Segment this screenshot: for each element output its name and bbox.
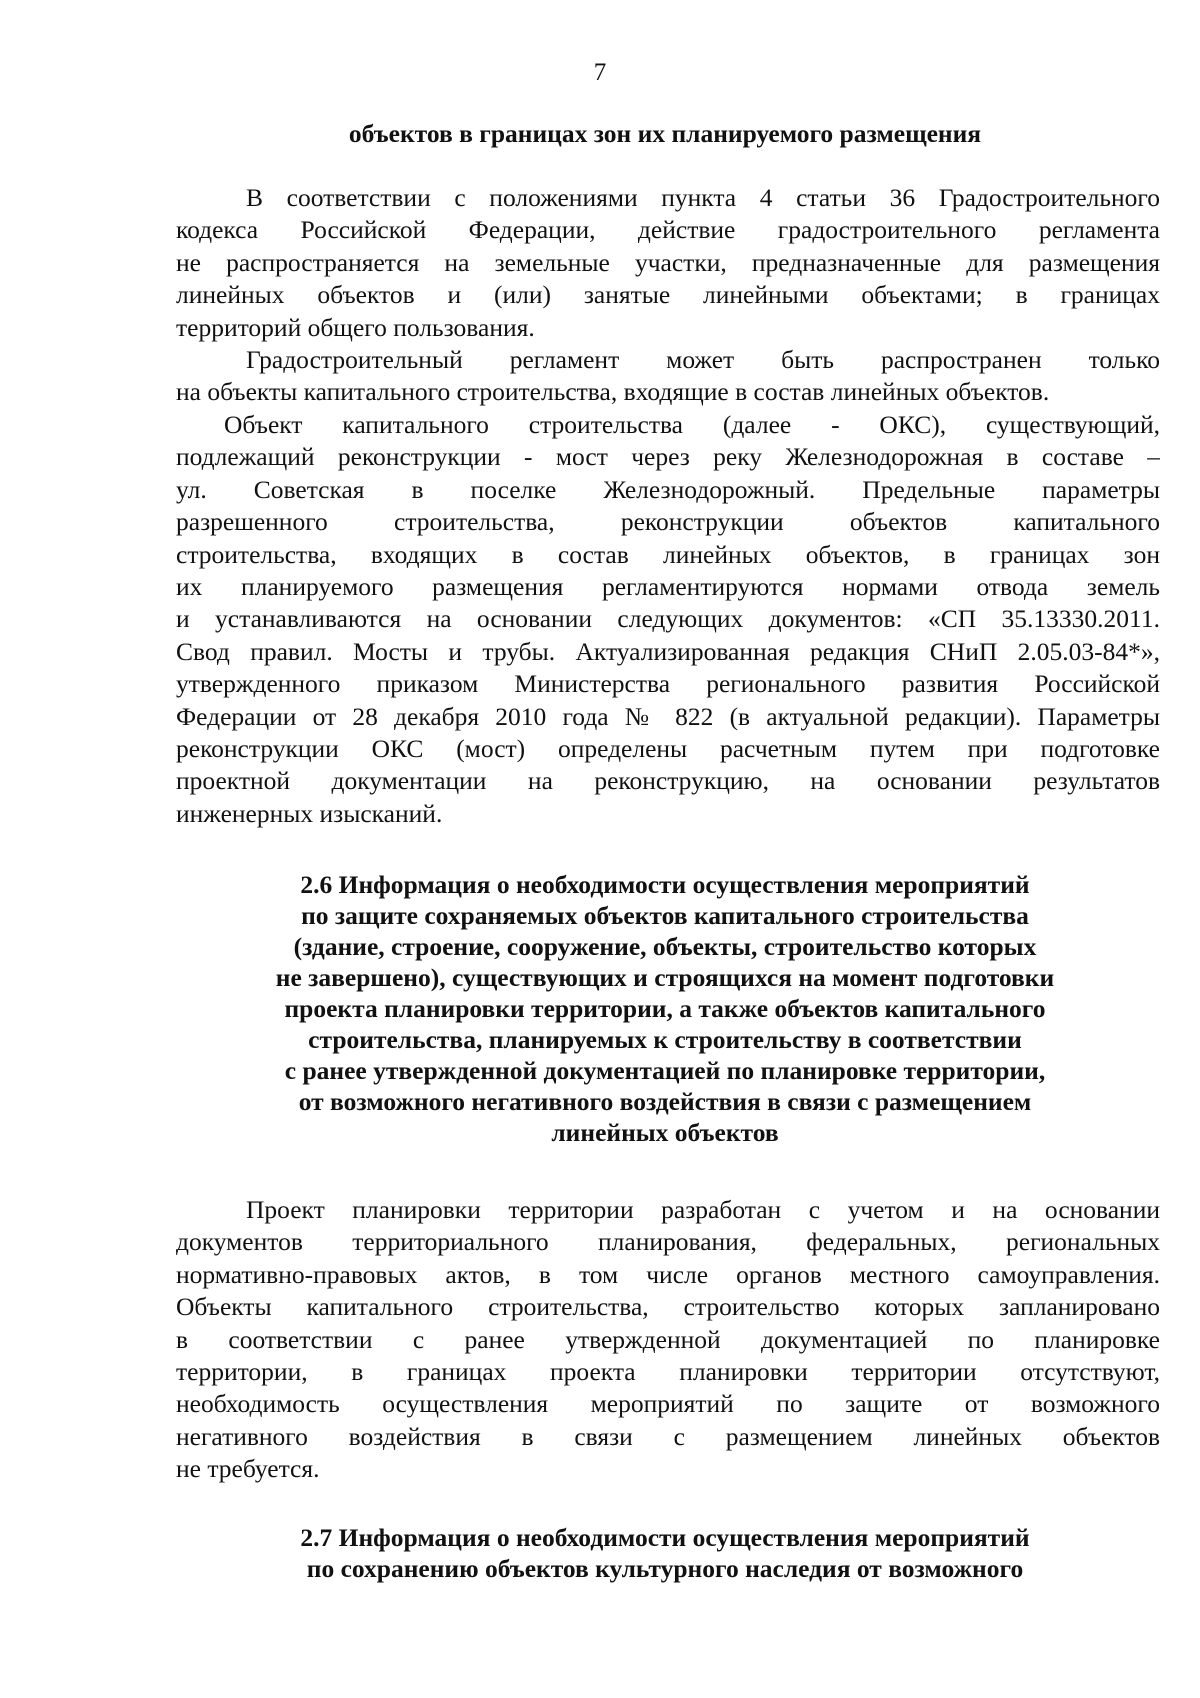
section-heading-2-6 <box>170 869 1160 1148</box>
heading-line: проекта планировки территории, а также объектов капитального <box>284 994 1046 1023</box>
paragraph-bridge-object <box>176 409 1160 830</box>
paragraph-line: Градостроительный регламент может быть распространен только <box>246 345 1160 374</box>
paragraph-line: негативного воздействия в связи с размещением линейных объектов <box>176 1421 1160 1451</box>
paragraph-line: подлежащий реконструкции - мост через реку Железнодорожная в составе – <box>176 442 1160 472</box>
paragraph-line: линейных объектов и (или) занятые линейными объектами; в границах <box>176 280 1160 310</box>
paragraph-line: Объект капитального строительства (далее - ОКС), существующий, <box>224 410 1160 439</box>
paragraph-line: инженерных изысканий. <box>176 798 443 828</box>
heading-line: не завершено), существующих и строящихся на момент подготовки <box>275 963 1055 992</box>
paragraph-line: и устанавливаются на основании следующих документов: «СП 35.13330.2011. <box>176 604 1160 634</box>
paragraph-line: нормативно-правовых актов, в том числе органов местного самоуправления. <box>176 1259 1160 1289</box>
paragraph-line: строительства, входящих в состав линейных объектов, в границах зон <box>176 539 1160 569</box>
paragraph-line: Свод правил. Мосты и трубы. Актуализированная редакция СНиП 2.05.03-84*», <box>176 636 1160 666</box>
heading-line: по защите сохраняемых объектов капитального строительства <box>301 901 1029 930</box>
paragraph-line: документов территориального планирования, федеральных, региональных <box>176 1227 1160 1257</box>
paragraph-line: утвержденного приказом Министерства регионального развития Российской <box>176 669 1160 699</box>
page-number: 7 <box>593 59 607 86</box>
heading-line: строительства, планируемых к строительству в соответствии <box>308 1025 1022 1054</box>
paragraph-line: ул. Советская в поселке Железнодорожный. Предельные параметры <box>176 474 1160 504</box>
paragraph-line: не требуется. <box>176 1454 320 1484</box>
paragraph-line: в соответствии с ранее утвержденной документацией по планировке <box>176 1324 1160 1354</box>
paragraph-line: В соответствии с положениями пункта 4 статьи 36 Градостроительного <box>246 183 1160 212</box>
paragraph-line: разрешенного строительства, реконструкции объектов капитального <box>176 507 1160 537</box>
heading-line: линейных объектов <box>551 1118 779 1147</box>
section-heading-continuation <box>170 118 1160 149</box>
heading-line: объектов в границах зон их планируемого размещения <box>348 119 982 148</box>
paragraph-line: проектной документации на реконструкцию, на основании результатов <box>176 766 1160 796</box>
heading-line: от возможного негативного воздействия в связи с размещением <box>298 1087 1032 1116</box>
paragraph-line: их планируемого размещения регламентируются нормами отвода земель <box>176 572 1160 602</box>
heading-line: 2.6 Информация о необходимости осуществления мероприятий <box>300 870 1030 899</box>
paragraph-regulation-extension <box>176 344 1160 409</box>
paragraph-regulation-scope <box>176 182 1160 344</box>
paragraph-line: не распространяется на земельные участки, предназначенные для размещения <box>176 247 1160 277</box>
heading-line: по сохранению объектов культурного наследия от возможного <box>306 1554 1024 1583</box>
paragraph-line: территории, в границах проекта планировки территории отсутствуют, <box>176 1357 1160 1387</box>
paragraph-line: кодекса Российской Федерации, действие градостроительного регламента <box>176 215 1160 245</box>
paragraph-planning-project <box>176 1194 1160 1486</box>
paragraph-line: Объекты капитального строительства, строительство которых запланировано <box>176 1292 1160 1322</box>
paragraph-line: Федерации от 28 декабря 2010 года № 822 (в актуальной редакции). Параметры <box>176 701 1160 731</box>
heading-line: 2.7 Информация о необходимости осуществления мероприятий <box>300 1523 1030 1552</box>
paragraph-line: территорий общего пользования. <box>176 312 535 342</box>
paragraph-line: необходимость осуществления мероприятий по защите от возможного <box>176 1389 1160 1419</box>
paragraph-line: на объекты капитального строительства, входящие в состав линейных объектов. <box>176 377 1050 407</box>
heading-line: (здание, строение, сооружение, объекты, строительство которых <box>293 932 1037 961</box>
paragraph-line: реконструкции ОКС (мост) определены расчетным путем при подготовке <box>176 734 1160 764</box>
paragraph-line: Проект планировки территории разработан с учетом и на основании <box>246 1195 1160 1224</box>
heading-line: с ранее утвержденной документацией по планировке территории, <box>284 1056 1046 1085</box>
section-heading-2-7 <box>170 1522 1160 1584</box>
